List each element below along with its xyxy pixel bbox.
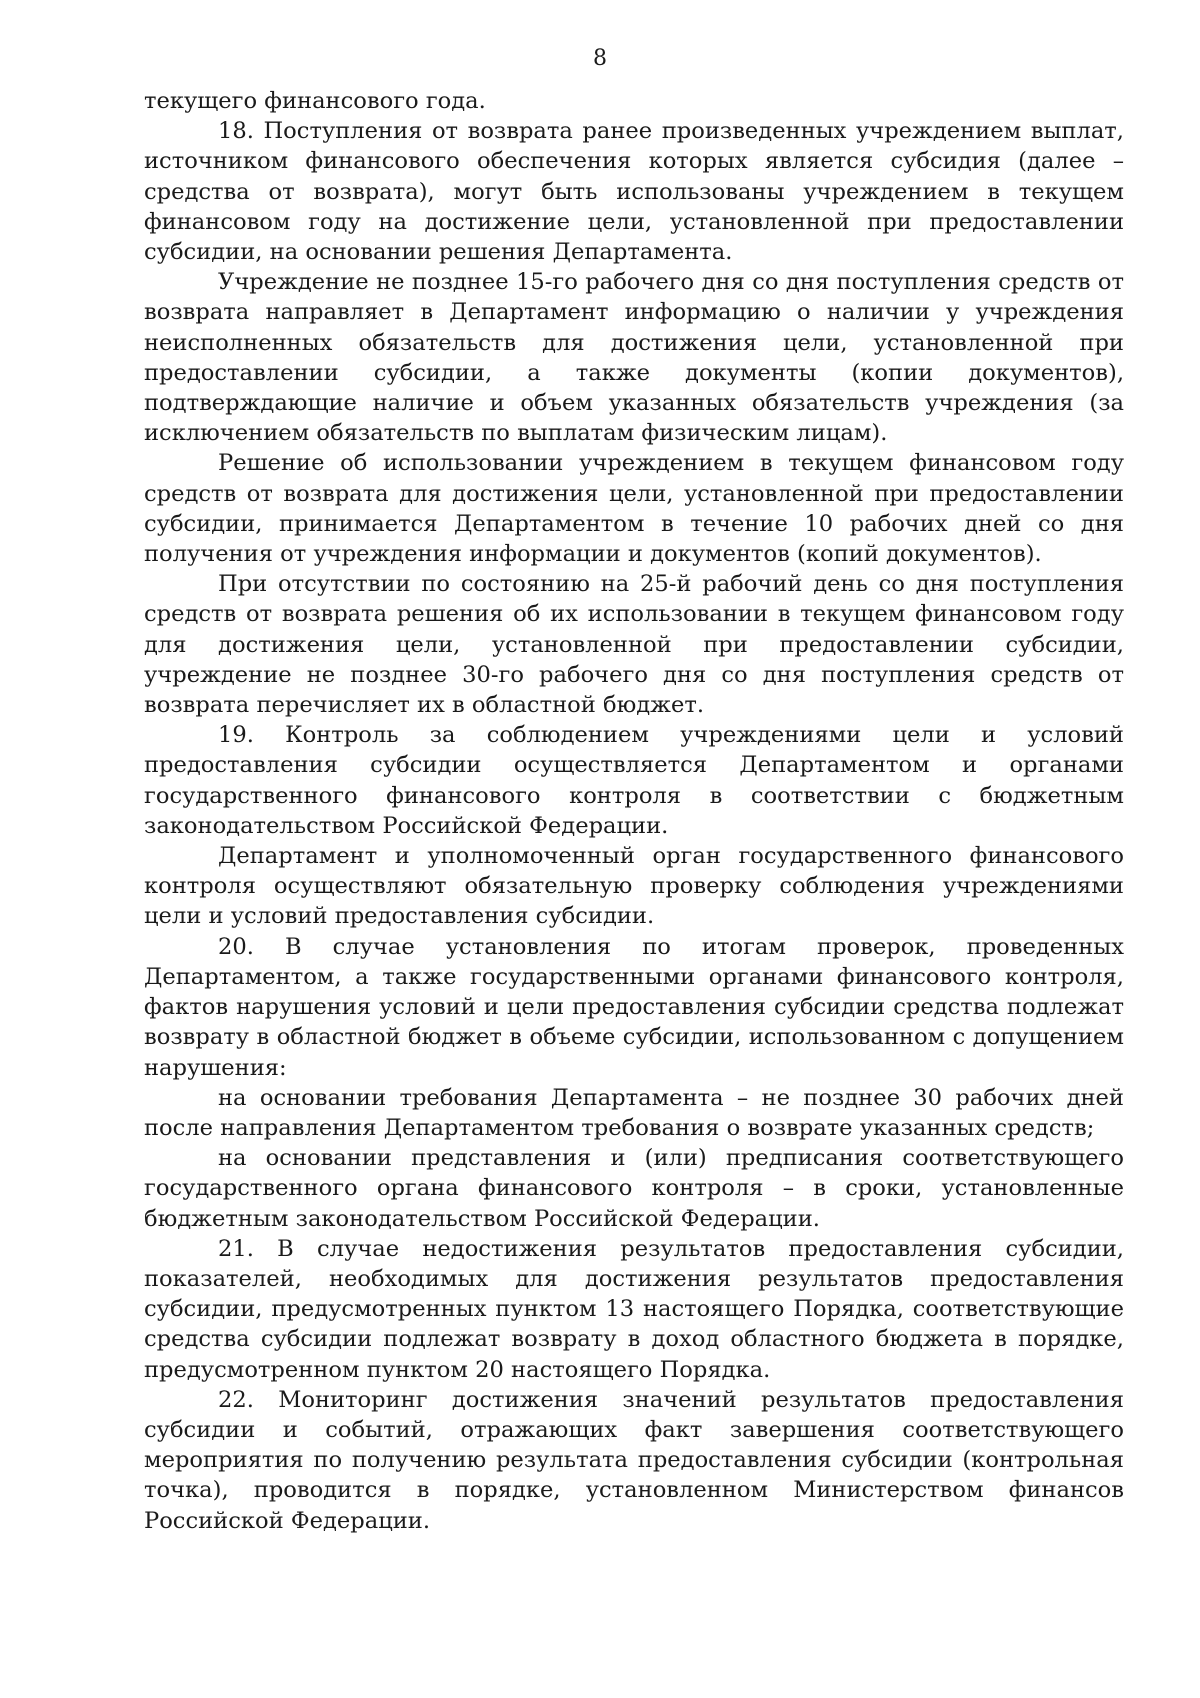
- paragraph-item-21: 21. В случае недостижения результатов предоставления субсидии, показателей, необходимых для достижения результатов предоставления субсидии, предусмотренных пунктом 13 настоящего Порядка, соответствующие средства субсидии подлежат возврату в доход областного бюджета в порядке, предусмотренном пунктом 20 настоящего Порядка.: [144, 1235, 1124, 1383]
- paragraph-item-22: 22. Мониторинг достижения значений результатов предоставления субсидии и событий, отражающих факт завершения соответствующего мероприятия по получению результата предоставления субсидии (контрольная точка), проводится в порядке, установленном Министерством финансов Российской Федерации.: [144, 1386, 1124, 1534]
- paragraph-item-19: 19. Контроль за соблюдением учреждениями цели и условий предоставления субсидии осуществляется Департаментом и органами государственного финансового контроля в соответствии с бюджетным законодательством Российской Федерации.: [144, 722, 1124, 839]
- paragraph-item-18-decision: Решение об использовании учреждением в текущем финансовом году средств от возврата для достижения цели, установленной при предоставлении субсидии, принимается Департаментом в течение 10 рабочих дней со дня получения от учреждения информации и документов (копий документов).: [144, 450, 1124, 568]
- paragraph-item-20-prescription: на основании представления и (или) предписания соответствующего государственного органа финансового контроля – в сроки, установленные бюджетным законодательством Российской Федерации.: [144, 1145, 1124, 1232]
- paragraph-item-20: 20. В случае установления по итогам проверок, проведенных Департаментом, а также государственными органами финансового контроля, фактов нарушения условий и цели предоставления субсидии средства подлежат возврату в областной бюджет в объеме субсидии, использованном с допущением нарушения:: [144, 933, 1124, 1081]
- document-body: [144, 86, 1124, 1536]
- page-number: 8: [593, 46, 607, 71]
- paragraph-item-19-inspection: Департамент и уполномоченный орган государственного финансового контроля осуществляют обязательную проверку соблюдения учреждениями цели и условий предоставления субсидии.: [144, 843, 1124, 930]
- paragraph-item-18: 18. Поступления от возврата ранее произведенных учреждением выплат, источником финансового обеспечения которых является субсидия (далее – средства от возврата), могут быть использованы учреждением в текущем финансовом году на достижение цели, установленной при предоставлении субсидии, на основании решения Департамента.: [144, 118, 1124, 266]
- paragraph-item-18-transfer: При отсутствии по состоянию на 25-й рабочий день со дня поступления средств от возврата решения об их использовании в текущем финансовом году для достижения цели, установленной при предоставлении субсидии, учреждение не позднее 30-го рабочего дня со дня поступления средств от возврата перечисляет их в областной бюджет.: [144, 571, 1124, 719]
- paragraph-continuation: текущего финансового года.: [144, 88, 486, 114]
- paragraph-item-18-notification: Учреждение не позднее 15-го рабочего дня со дня поступления средств от возврата направляет в Департамент информацию о наличии у учреждения неисполненных обязательств для достижения цели, установленной при предоставлении субсидии, а также документы (копии документов), подтверждающие наличие и объем указанных обязательств учреждения (за исключением обязательств по выплатам физическим лицам).: [144, 269, 1124, 447]
- paragraph-item-20-requirement: на основании требования Департамента – не позднее 30 рабочих дней после направления Департаментом требования о возврате указанных средств;: [144, 1084, 1124, 1141]
